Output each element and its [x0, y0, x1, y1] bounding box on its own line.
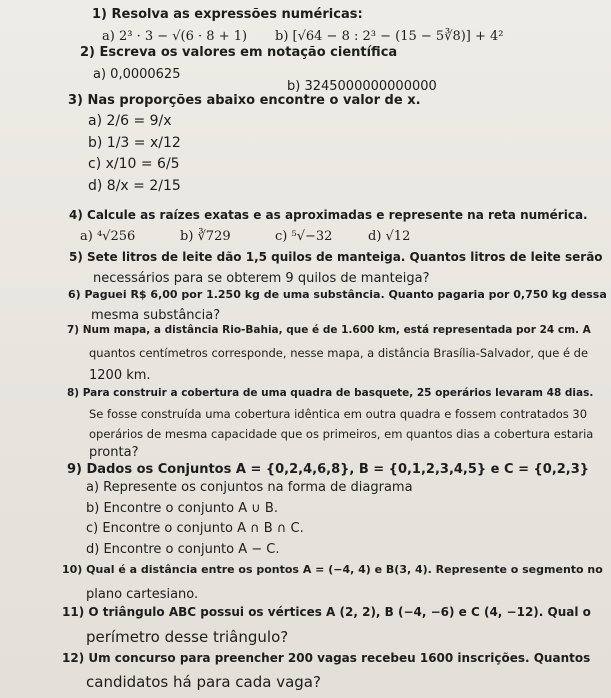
q11-line-1: 11) O triângulo ABC possui os vértices A (2, 2), B (−4, −6) e C (4, −12). Qual o [62, 605, 591, 619]
q5-line-2: necessários para se obterem 9 quilos de manteiga? [93, 271, 430, 286]
q4-item-b: b) ∛729 [180, 229, 231, 244]
q1-stem: 1) Resolva as expressões numéricas: [92, 7, 363, 22]
q3-item-a: a) 2/6 = 9/x [88, 113, 172, 129]
q4-item-a: a) ⁴√256 [80, 229, 136, 244]
q8-line-1: 8) Para construir a cobertura de uma quadra de basquete, 25 operários levaram 48 dias. [67, 387, 594, 399]
q10-line-1: 10) Qual é a distância entre os pontos A = (−4, 4) e B(3, 4). Represente o segmento no [62, 563, 603, 576]
q4-item-c: c) ⁵√−32 [275, 229, 333, 244]
q8-line-2: Se fosse construída uma cobertura idêntica em outra quadra e fossem contratados 30 [89, 407, 588, 421]
q9-item-b: b) Encontre o conjunto A ∪ B. [86, 501, 278, 516]
q1-item-a: a) 2³ · 3 − √(6 · 8 + 1) [102, 29, 248, 44]
q4-stem: 4) Calcule as raízes exatas e as aproximadas e represente na reta numérica. [69, 208, 588, 222]
q2-stem: 2) Escreva os valores em notação científica [80, 45, 398, 60]
q10-line-2: plano cartesiano. [86, 587, 199, 602]
q7-line-3: 1200 km. [89, 368, 151, 383]
q7-line-1: 7) Num mapa, a distância Rio-Bahia, que é de 1.600 km, está representada por 24 cm. A [67, 324, 591, 336]
q6-line-2: mesma substância? [91, 308, 221, 323]
q3-item-b: b) 1/3 = x/12 [88, 135, 181, 151]
q3-stem: 3) Nas proporções abaixo encontre o valor de x. [68, 93, 421, 108]
q2-item-a: a) 0,0000625 [93, 67, 181, 82]
q1-item-b: b) [√64 − 8 : 2³ − (15 − 5∛8)] + 4² [275, 29, 504, 44]
q8-line-4: pronta? [89, 445, 139, 460]
q9-item-c: c) Encontre o conjunto A ∩ B ∩ C. [86, 521, 304, 536]
q2-item-b: b) 3245000000000000 [287, 79, 437, 94]
q9-item-a: a) Represente os conjuntos na forma de diagrama [86, 480, 413, 495]
q9-stem: 9) Dados os Conjuntos A = {0,2,4,6,8}, B = {0,1,2,3,4,5} e C = {0,2,3} [67, 462, 590, 477]
q9-item-d: d) Encontre o conjunto A − C. [86, 542, 280, 557]
q6-line-1: 6) Paguei R$ 6,00 por 1.250 kg de uma substância. Quanto pagaria por 0,750 kg dessa [68, 288, 607, 301]
q11-line-2: perímetro desse triângulo? [86, 628, 289, 646]
q7-line-2: quantos centímetros corresponde, nesse mapa, a distância Brasília-Salvador, que é de [89, 346, 589, 360]
q4-item-d: d) √12 [368, 229, 411, 244]
q8-line-3: operários de mesma capacidade que os primeiros, em quantos dias a cobertura estaria [89, 427, 594, 441]
q3-item-d: d) 8/x = 2/15 [88, 178, 181, 194]
q12-line-2: candidatos há para cada vaga? [86, 673, 321, 691]
q12-line-1: 12) Um concurso para preencher 200 vagas recebeu 1600 inscrições. Quantos [62, 651, 591, 665]
q3-item-c: c) x/10 = 6/5 [88, 156, 180, 172]
q5-line-1: 5) Sete litros de leite dão 1,5 quilos de manteiga. Quantos litros de leite serão [69, 250, 603, 264]
